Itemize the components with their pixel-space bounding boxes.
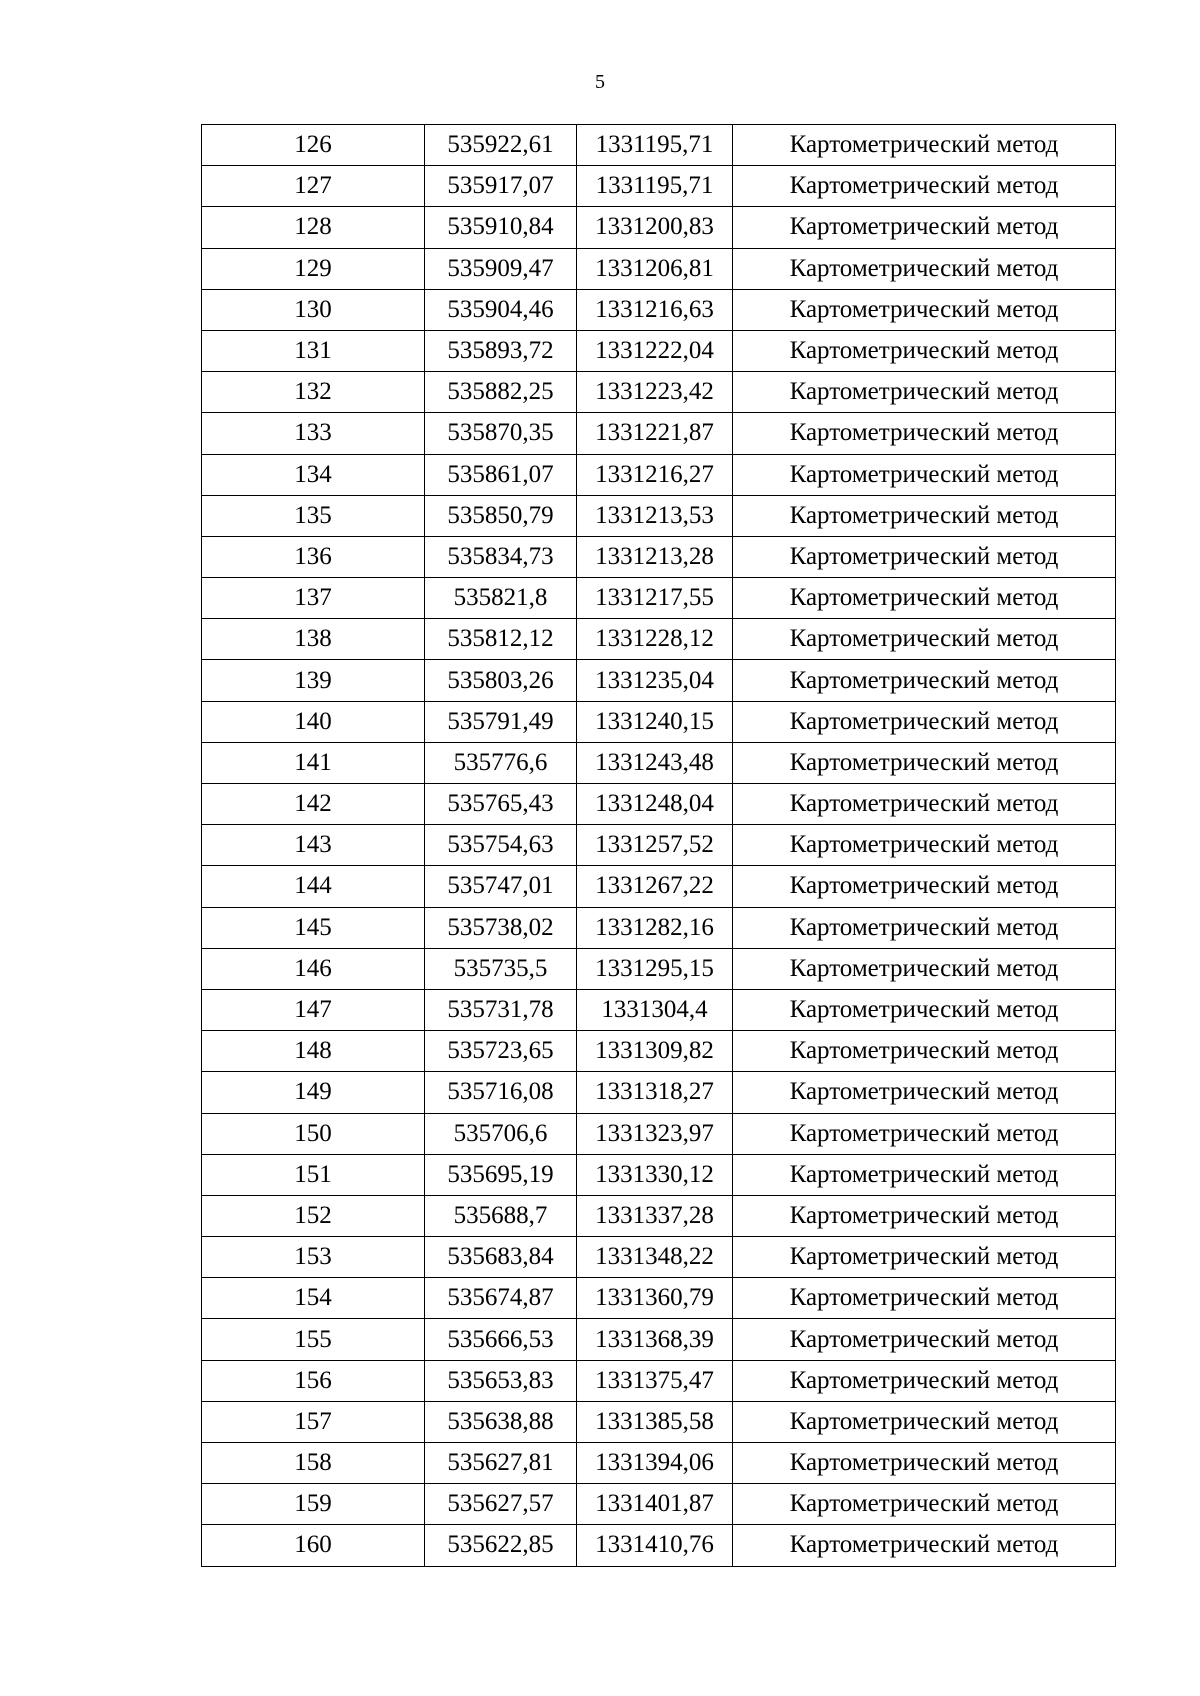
table-row (202, 1072, 1116, 1113)
method-cell: Картометрический метод (733, 536, 1116, 577)
point-number-cell: 128 (202, 207, 425, 248)
method-cell: Картометрический метод (733, 1443, 1116, 1484)
point-number-cell: 142 (202, 784, 425, 825)
x-coordinate-cell: 535683,84 (425, 1237, 577, 1278)
method-cell: Картометрический метод (733, 413, 1116, 454)
x-coordinate-cell: 535706,6 (425, 1113, 577, 1154)
method-cell: Картометрический метод (733, 989, 1116, 1030)
method-cell: Картометрический метод (733, 454, 1116, 495)
x-coordinate-cell: 535695,19 (425, 1154, 577, 1195)
y-coordinate-cell: 1331216,63 (577, 289, 733, 330)
y-coordinate-cell: 1331323,97 (577, 1113, 733, 1154)
y-coordinate-cell: 1331217,55 (577, 578, 733, 619)
y-coordinate-cell: 1331410,76 (577, 1525, 733, 1566)
table-row (202, 1443, 1116, 1484)
method-cell: Картометрический метод (733, 1154, 1116, 1195)
method-cell: Картометрический метод (733, 825, 1116, 866)
x-coordinate-cell: 535731,78 (425, 989, 577, 1030)
table-row (202, 619, 1116, 660)
point-number-cell: 133 (202, 413, 425, 454)
method-cell: Картометрический метод (733, 1360, 1116, 1401)
y-coordinate-cell: 1331216,27 (577, 454, 733, 495)
method-cell: Картометрический метод (733, 619, 1116, 660)
x-coordinate-cell: 535870,35 (425, 413, 577, 454)
point-number-cell: 126 (202, 125, 425, 166)
table-row (202, 536, 1116, 577)
table-row (202, 454, 1116, 495)
point-number-cell: 146 (202, 948, 425, 989)
table-row (202, 372, 1116, 413)
point-number-cell: 130 (202, 289, 425, 330)
y-coordinate-cell: 1331267,22 (577, 866, 733, 907)
x-coordinate-cell: 535622,85 (425, 1525, 577, 1566)
method-cell: Картометрический метод (733, 866, 1116, 907)
method-cell: Картометрический метод (733, 784, 1116, 825)
point-number-cell: 136 (202, 536, 425, 577)
table-row (202, 660, 1116, 701)
point-number-cell: 152 (202, 1195, 425, 1236)
table-row (202, 907, 1116, 948)
x-coordinate-cell: 535909,47 (425, 248, 577, 289)
x-coordinate-cell: 535893,72 (425, 330, 577, 371)
table-row (202, 330, 1116, 371)
x-coordinate-cell: 535904,46 (425, 289, 577, 330)
table-row (202, 166, 1116, 207)
x-coordinate-cell: 535653,83 (425, 1360, 577, 1401)
point-number-cell: 159 (202, 1484, 425, 1525)
method-cell: Картометрический метод (733, 372, 1116, 413)
point-number-cell: 151 (202, 1154, 425, 1195)
x-coordinate-cell: 535627,81 (425, 1443, 577, 1484)
y-coordinate-cell: 1331309,82 (577, 1031, 733, 1072)
method-cell: Картометрический метод (733, 701, 1116, 742)
y-coordinate-cell: 1331401,87 (577, 1484, 733, 1525)
x-coordinate-cell: 535723,65 (425, 1031, 577, 1072)
point-number-cell: 145 (202, 907, 425, 948)
x-coordinate-cell: 535674,87 (425, 1278, 577, 1319)
y-coordinate-cell: 1331318,27 (577, 1072, 733, 1113)
y-coordinate-cell: 1331243,48 (577, 742, 733, 783)
method-cell: Картометрический метод (733, 125, 1116, 166)
y-coordinate-cell: 1331206,81 (577, 248, 733, 289)
method-cell: Картометрический метод (733, 660, 1116, 701)
page-number: 5 (595, 71, 605, 93)
x-coordinate-cell: 535821,8 (425, 578, 577, 619)
point-number-cell: 156 (202, 1360, 425, 1401)
point-number-cell: 132 (202, 372, 425, 413)
table-row (202, 207, 1116, 248)
point-number-cell: 150 (202, 1113, 425, 1154)
table-row (202, 742, 1116, 783)
table-row (202, 1154, 1116, 1195)
point-number-cell: 153 (202, 1237, 425, 1278)
method-cell: Картометрический метод (733, 166, 1116, 207)
x-coordinate-cell: 535627,57 (425, 1484, 577, 1525)
y-coordinate-cell: 1331330,12 (577, 1154, 733, 1195)
table-row (202, 948, 1116, 989)
method-cell: Картометрический метод (733, 1278, 1116, 1319)
point-number-cell: 141 (202, 742, 425, 783)
y-coordinate-cell: 1331304,4 (577, 989, 733, 1030)
table-row (202, 1484, 1116, 1525)
point-number-cell: 137 (202, 578, 425, 619)
method-cell: Картометрический метод (733, 907, 1116, 948)
x-coordinate-cell: 535834,73 (425, 536, 577, 577)
point-number-cell: 160 (202, 1525, 425, 1566)
x-coordinate-cell: 535910,84 (425, 207, 577, 248)
x-coordinate-cell: 535738,02 (425, 907, 577, 948)
method-cell: Картометрический метод (733, 1319, 1116, 1360)
point-number-cell: 129 (202, 248, 425, 289)
point-number-cell: 131 (202, 330, 425, 371)
point-number-cell: 144 (202, 866, 425, 907)
point-number-cell: 154 (202, 1278, 425, 1319)
point-number-cell: 155 (202, 1319, 425, 1360)
table-row (202, 495, 1116, 536)
method-cell: Картометрический метод (733, 1401, 1116, 1442)
x-coordinate-cell: 535850,79 (425, 495, 577, 536)
table-row (202, 989, 1116, 1030)
table-row (202, 866, 1116, 907)
x-coordinate-cell: 535688,7 (425, 1195, 577, 1236)
y-coordinate-cell: 1331248,04 (577, 784, 733, 825)
coordinates-table-body (202, 125, 1116, 1567)
y-coordinate-cell: 1331375,47 (577, 1360, 733, 1401)
method-cell: Картометрический метод (733, 1237, 1116, 1278)
x-coordinate-cell: 535803,26 (425, 660, 577, 701)
method-cell: Картометрический метод (733, 495, 1116, 536)
y-coordinate-cell: 1331200,83 (577, 207, 733, 248)
method-cell: Картометрический метод (733, 1195, 1116, 1236)
y-coordinate-cell: 1331282,16 (577, 907, 733, 948)
y-coordinate-cell: 1331195,71 (577, 125, 733, 166)
coordinates-table (201, 124, 1116, 1567)
y-coordinate-cell: 1331368,39 (577, 1319, 733, 1360)
point-number-cell: 158 (202, 1443, 425, 1484)
x-coordinate-cell: 535638,88 (425, 1401, 577, 1442)
point-number-cell: 149 (202, 1072, 425, 1113)
table-row (202, 1195, 1116, 1236)
point-number-cell: 147 (202, 989, 425, 1030)
point-number-cell: 139 (202, 660, 425, 701)
x-coordinate-cell: 535882,25 (425, 372, 577, 413)
method-cell: Картометрический метод (733, 1031, 1116, 1072)
x-coordinate-cell: 535776,6 (425, 742, 577, 783)
method-cell: Картометрический метод (733, 1484, 1116, 1525)
y-coordinate-cell: 1331195,71 (577, 166, 733, 207)
table-row (202, 1031, 1116, 1072)
x-coordinate-cell: 535666,53 (425, 1319, 577, 1360)
point-number-cell: 135 (202, 495, 425, 536)
x-coordinate-cell: 535812,12 (425, 619, 577, 660)
point-number-cell: 127 (202, 166, 425, 207)
method-cell: Картометрический метод (733, 742, 1116, 783)
x-coordinate-cell: 535765,43 (425, 784, 577, 825)
x-coordinate-cell: 535747,01 (425, 866, 577, 907)
table-row (202, 578, 1116, 619)
y-coordinate-cell: 1331348,22 (577, 1237, 733, 1278)
y-coordinate-cell: 1331223,42 (577, 372, 733, 413)
point-number-cell: 138 (202, 619, 425, 660)
table-row (202, 1525, 1116, 1566)
point-number-cell: 140 (202, 701, 425, 742)
y-coordinate-cell: 1331228,12 (577, 619, 733, 660)
x-coordinate-cell: 535861,07 (425, 454, 577, 495)
table-row (202, 1237, 1116, 1278)
y-coordinate-cell: 1331257,52 (577, 825, 733, 866)
method-cell: Картометрический метод (733, 1525, 1116, 1566)
y-coordinate-cell: 1331337,28 (577, 1195, 733, 1236)
method-cell: Картометрический метод (733, 330, 1116, 371)
table-row (202, 1278, 1116, 1319)
y-coordinate-cell: 1331221,87 (577, 413, 733, 454)
y-coordinate-cell: 1331240,15 (577, 701, 733, 742)
point-number-cell: 148 (202, 1031, 425, 1072)
table-row (202, 125, 1116, 166)
x-coordinate-cell: 535716,08 (425, 1072, 577, 1113)
y-coordinate-cell: 1331213,53 (577, 495, 733, 536)
method-cell: Картометрический метод (733, 248, 1116, 289)
y-coordinate-cell: 1331295,15 (577, 948, 733, 989)
x-coordinate-cell: 535922,61 (425, 125, 577, 166)
point-number-cell: 143 (202, 825, 425, 866)
table-row (202, 1113, 1116, 1154)
method-cell: Картометрический метод (733, 1113, 1116, 1154)
table-row (202, 1360, 1116, 1401)
table-row (202, 413, 1116, 454)
x-coordinate-cell: 535754,63 (425, 825, 577, 866)
table-row (202, 1319, 1116, 1360)
table-row (202, 1401, 1116, 1442)
y-coordinate-cell: 1331235,04 (577, 660, 733, 701)
y-coordinate-cell: 1331385,58 (577, 1401, 733, 1442)
table-row (202, 289, 1116, 330)
point-number-cell: 157 (202, 1401, 425, 1442)
method-cell: Картометрический метод (733, 1072, 1116, 1113)
y-coordinate-cell: 1331213,28 (577, 536, 733, 577)
table-row (202, 701, 1116, 742)
table-row (202, 784, 1116, 825)
y-coordinate-cell: 1331222,04 (577, 330, 733, 371)
table-row (202, 248, 1116, 289)
method-cell: Картометрический метод (733, 948, 1116, 989)
y-coordinate-cell: 1331360,79 (577, 1278, 733, 1319)
method-cell: Картометрический метод (733, 578, 1116, 619)
x-coordinate-cell: 535735,5 (425, 948, 577, 989)
method-cell: Картометрический метод (733, 207, 1116, 248)
method-cell: Картометрический метод (733, 289, 1116, 330)
point-number-cell: 134 (202, 454, 425, 495)
x-coordinate-cell: 535917,07 (425, 166, 577, 207)
x-coordinate-cell: 535791,49 (425, 701, 577, 742)
y-coordinate-cell: 1331394,06 (577, 1443, 733, 1484)
table-row (202, 825, 1116, 866)
